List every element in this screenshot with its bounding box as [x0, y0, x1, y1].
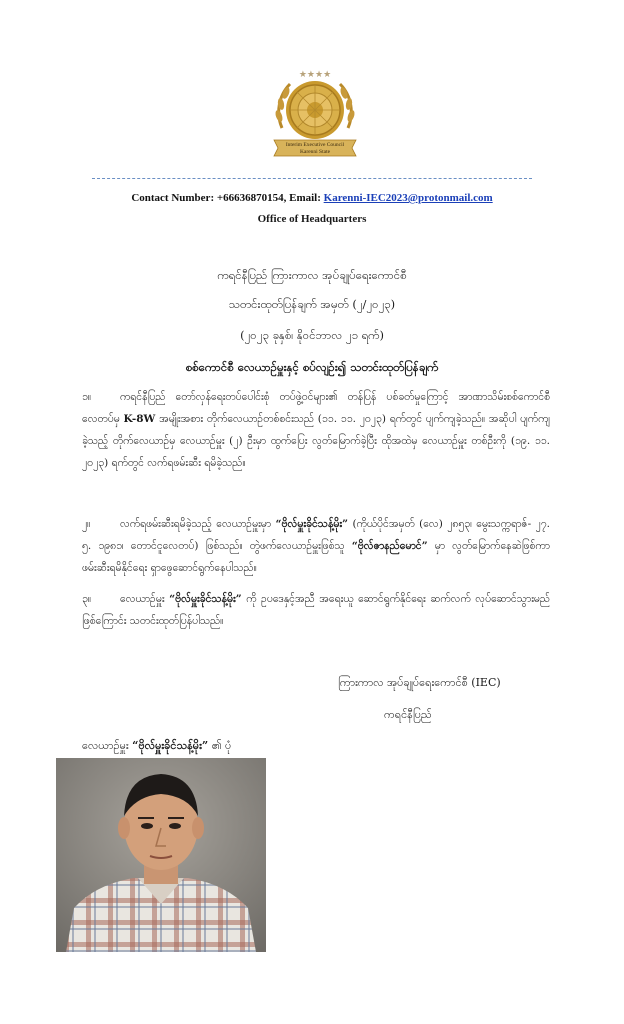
office-heading: Office of Headquarters	[257, 213, 367, 225]
pilot-name: “ဗိုလ်မှူးခိုင်သန့်မိုး”	[169, 593, 242, 605]
paragraph-text: လေယာဉ်မှူး	[120, 593, 170, 605]
signature-state: ကရင်နီပြည်	[384, 708, 432, 721]
paragraph-text: ကို ဥပဒေနှင့်အညီ အရေးယူ ဆောင်ရွက်နိုင်ရေး ဆက်လက် လုပ်ဆောင်သွားမည်ဖြစ်ကြောင်း သတင်းထုတ်ပြန်ပါသည်။	[82, 593, 551, 627]
paragraph-text: မှာ လွတ်မြောက်နေဆဲဖြစ်ကာ ဖမ်းဆီးရမိနိုင်ရေး ရှာဖွေဆောင်ရွက်နေပါသည်။	[82, 540, 550, 574]
seal-stars: ★★★★	[298, 70, 332, 80]
paragraph-text: အမျိုးအစား တိုက်လေယာဉ်တစ်စင်းသည် (၁၁. ၁၁. ၂၀၂၃) ရက်တွင် ပျက်ကျခဲ့သည်။ အဆိုပါ ပျက်ကျခဲ့သည့် တိုက်လေယာဉ်မှ လေယာဉ်မှူး (၂) ဦးမှာ ထွက်ပြေး လွတ်မြောက်ခဲ့ပြီး ထိုအထဲမှ လေယာဉ်မှူး တစ်ဦးကို (၁၉. ၁၁. ၂၀၂၃) ရက်တွင် လက်ရဖမ်းဆီး ရမိခဲ့သည်။	[82, 413, 550, 469]
council-title: ကရင်နီပြည် ကြားကာလ အုပ်ချုပ်ရေးကောင်စီ	[217, 268, 407, 282]
email-link[interactable]: Karenni-IEC2023@protonmail.com	[323, 192, 493, 204]
paragraph-text: (ကိုယ်ပိုင်အမှတ် (လေ) ၂၈၅၃၊ မွေးသက္ကရာဇ်- ၂၇. ၅. ၁၉၈၁၊ တောင်ငူလေတပ်) ဖြစ်သည်။ တွဲဖက်လေယာဉ်မှူးဖြစ်သူ	[82, 518, 550, 552]
caption-suffix: ၏ ပုံ	[208, 739, 232, 752]
caption-name: “ဗိုလ်မှူးခိုင်သန့်မိုး”	[132, 739, 209, 752]
contact-prefix: Contact Number: +66636870154, Email:	[131, 192, 324, 204]
aircraft-model: K-8W	[123, 413, 156, 425]
portrait-image-icon	[56, 758, 266, 952]
seal-text-line1: Interim Executive Council	[285, 142, 345, 148]
release-subject: စစ်ကောင်စီ လေယာဉ်မှူးနှင့် စပ်လျဉ်း၍ သတင်းထုတ်ပြန်ချက်	[185, 360, 439, 374]
signature-council: ကြားကာလ အုပ်ချုပ်ရေးကောင်စီ (IEC)	[338, 676, 501, 689]
pilot-name: “ဗိုလ်မှူးခိုင်သန့်မိုး”	[275, 518, 349, 530]
release-date: (၂၀၂၃ ခုနှစ်၊ နိုဝင်ဘာလ ၂၁ ရက်)	[240, 328, 384, 342]
pilot-photo	[56, 758, 266, 952]
paragraph-text: ကရင်နီပြည် တော်လှန်ရေးတပ်ပေါင်းစုံ တပ်ဖွဲ့ဝင်များ၏ တန်ပြန် ပစ်ခတ်မှုကြောင့် အာဏာသိမ်းစစ်ကောင်စီ လေတပ်မှ	[82, 391, 550, 425]
contact-line	[0, 192, 624, 204]
paragraph-number: ၂။	[82, 518, 91, 530]
copilot-name: “ဗိုလ်ဇာနည်မောင်”	[351, 540, 428, 552]
paragraph-3	[82, 588, 550, 632]
paragraph-1	[82, 386, 550, 474]
release-number: သတင်းထုတ်ပြန်ချက် အမှတ် (၂/၂၀၂၃)	[228, 297, 396, 311]
photo-caption	[82, 739, 231, 755]
caption-prefix: လေယာဉ်မှူး	[82, 739, 133, 752]
paragraph-number: ၃။	[82, 593, 92, 605]
seal-text-line2: Karenni State	[299, 149, 331, 155]
paragraph-text: လက်ရဖမ်းဆီးရမိခဲ့သည့် လေယာဉ်မှူးမှာ	[120, 518, 276, 530]
paragraph-2	[82, 513, 550, 579]
iec-seal-logo	[268, 66, 362, 164]
paragraph-number: ၁။	[82, 391, 92, 403]
header-divider	[92, 178, 532, 179]
